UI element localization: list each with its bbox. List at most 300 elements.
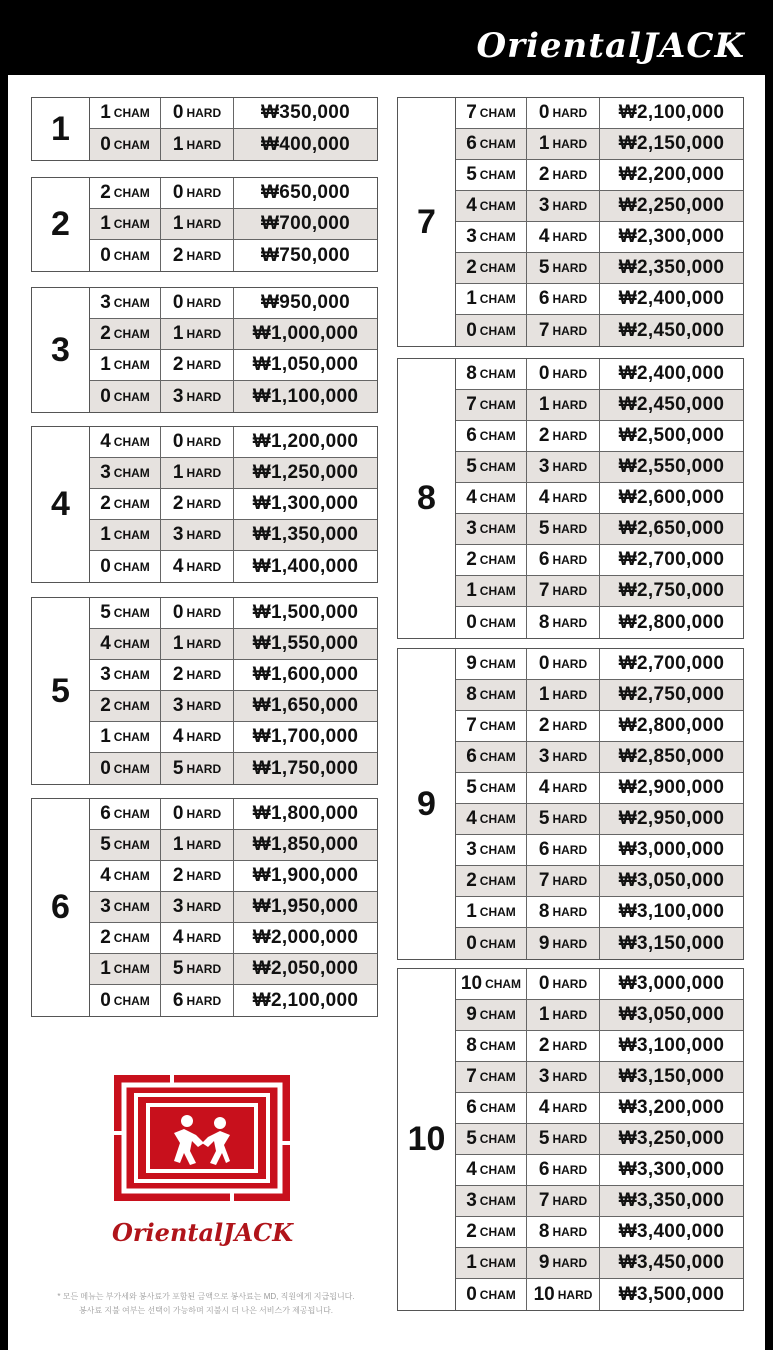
cham-label: CHAM <box>479 323 516 338</box>
hard-count: 6 <box>538 288 550 309</box>
group-rows <box>456 359 743 638</box>
price-row <box>90 350 377 381</box>
hard-label: HARD <box>552 261 588 275</box>
hard-cell <box>161 319 234 349</box>
group-rows <box>90 178 377 271</box>
price-row <box>456 1279 743 1310</box>
cham-count: 2 <box>100 323 111 344</box>
price-cell: ₩2,700,000 <box>618 653 725 674</box>
cham-cell <box>456 773 527 803</box>
cham-cell <box>456 98 527 128</box>
cham-cell <box>456 390 527 420</box>
hard-cell <box>527 359 600 389</box>
price-row <box>456 222 743 253</box>
cham-label: CHAM <box>113 900 150 914</box>
cham-count: 2 <box>100 493 111 514</box>
price-row <box>90 861 377 892</box>
cham-cell <box>456 576 527 606</box>
price-row <box>456 1093 743 1124</box>
cham-cell <box>456 483 527 513</box>
cham-count: 1 <box>100 726 111 747</box>
hard-cell <box>161 458 234 488</box>
group-number: 4 <box>32 427 90 582</box>
cham-count: 0 <box>100 385 111 407</box>
price-cell: ₩2,150,000 <box>618 133 725 154</box>
price-group <box>397 97 744 347</box>
hard-cell <box>161 178 234 208</box>
cham-cell <box>456 607 527 638</box>
cham-cell <box>456 315 527 346</box>
hard-cell <box>527 607 600 638</box>
cham-label: CHAM <box>479 106 516 120</box>
hard-count: 0 <box>538 973 550 994</box>
group-rows <box>90 427 377 582</box>
group-number: 8 <box>398 359 456 638</box>
group-rows <box>456 649 743 959</box>
hard-label: HARD <box>552 936 588 951</box>
hard-label: HARD <box>186 137 222 152</box>
hard-cell <box>527 191 600 221</box>
footnote-line-2: 봉사료 지불 여부는 선택이 가능하며 지불시 더 나은 서비스가 제공됩니다. <box>78 1306 334 1315</box>
hard-cell <box>527 1000 600 1030</box>
hard-count: 0 <box>172 292 184 313</box>
hard-count: 8 <box>538 1221 550 1242</box>
price-row <box>456 742 743 773</box>
price-row <box>456 835 743 866</box>
price-cell: ₩2,650,000 <box>618 518 725 539</box>
hard-count: 9 <box>538 1252 550 1273</box>
cham-cell <box>456 1155 527 1185</box>
hard-count: 3 <box>172 524 184 545</box>
price-cell: ₩2,750,000 <box>618 580 725 601</box>
price-cell: ₩1,200,000 <box>252 431 359 452</box>
cham-count: 1 <box>466 1252 477 1273</box>
hard-count: 1 <box>172 633 184 654</box>
cham-cell <box>456 1124 527 1154</box>
hard-label: HARD <box>552 812 588 826</box>
cham-count: 6 <box>100 803 111 824</box>
cham-cell <box>456 1279 527 1310</box>
hard-cell <box>161 98 234 128</box>
price-row <box>90 178 377 209</box>
price-row <box>90 209 377 240</box>
hard-cell <box>161 381 234 412</box>
group-number: 10 <box>398 969 456 1310</box>
hard-cell <box>527 835 600 865</box>
hard-count: 6 <box>172 989 184 1011</box>
hard-count: 1 <box>538 133 550 154</box>
hard-label: HARD <box>186 931 222 945</box>
hard-count: 6 <box>538 1159 550 1180</box>
hard-cell <box>527 253 600 283</box>
cham-cell <box>90 598 161 628</box>
price-cell: ₩2,950,000 <box>618 808 725 829</box>
price-row <box>456 928 743 959</box>
cham-label: CHAM <box>113 327 150 341</box>
cham-count: 3 <box>100 896 111 917</box>
price-cell: ₩2,250,000 <box>618 195 725 216</box>
hard-label: HARD <box>552 168 588 182</box>
hard-count: 5 <box>172 958 184 979</box>
price-group <box>31 597 378 785</box>
cham-label: CHAM <box>479 230 516 244</box>
hard-label: HARD <box>552 398 588 412</box>
cham-count: 8 <box>466 684 477 705</box>
hard-label: HARD <box>552 1225 588 1239</box>
price-row <box>456 1186 743 1217</box>
cham-cell <box>456 1062 527 1092</box>
cham-label: CHAM <box>479 460 516 474</box>
cham-cell <box>90 892 161 922</box>
cham-label: CHAM <box>479 1008 516 1022</box>
hard-label: HARD <box>552 522 588 536</box>
price-cell: ₩1,500,000 <box>252 602 359 623</box>
cham-count: 4 <box>466 195 477 216</box>
cham-label: CHAM <box>479 522 516 536</box>
cham-count: 1 <box>100 102 111 123</box>
price-cell: ₩1,400,000 <box>252 555 359 577</box>
hard-count: 2 <box>538 164 550 185</box>
hard-count: 4 <box>172 927 184 948</box>
price-cell: ₩3,000,000 <box>618 839 725 860</box>
cham-count: 2 <box>466 257 477 278</box>
group-rows <box>90 288 377 412</box>
price-cell: ₩3,050,000 <box>618 870 725 891</box>
price-row <box>90 520 377 551</box>
hard-count: 2 <box>538 1035 550 1056</box>
price-cell: ₩1,800,000 <box>252 803 359 824</box>
hard-cell <box>161 691 234 721</box>
cham-count: 0 <box>100 133 111 155</box>
cham-cell <box>456 1186 527 1216</box>
hard-cell <box>161 551 234 582</box>
cham-label: CHAM <box>113 838 150 852</box>
cham-cell <box>90 660 161 690</box>
cham-label: CHAM <box>479 1101 516 1115</box>
hard-label: HARD <box>186 106 222 120</box>
group-number: 1 <box>32 98 90 160</box>
cham-cell <box>90 830 161 860</box>
hard-label: HARD <box>557 1287 593 1302</box>
cham-count: 1 <box>100 354 111 375</box>
hard-count: 1 <box>172 213 184 234</box>
group-number: 6 <box>32 799 90 1016</box>
cham-cell <box>456 866 527 896</box>
cham-label: CHAM <box>479 657 516 671</box>
hard-count: 1 <box>172 133 184 155</box>
cham-cell <box>90 985 161 1016</box>
price-row <box>90 288 377 319</box>
price-row <box>90 722 377 753</box>
price-row <box>90 319 377 350</box>
cham-count: 5 <box>100 834 111 855</box>
group-number: 3 <box>32 288 90 412</box>
cham-cell <box>90 799 161 829</box>
hard-cell <box>161 629 234 659</box>
cham-count: 7 <box>466 394 477 415</box>
cham-cell <box>456 514 527 544</box>
hard-cell <box>161 288 234 318</box>
hard-label: HARD <box>186 730 222 744</box>
cham-label: CHAM <box>113 528 150 542</box>
price-row <box>456 711 743 742</box>
cham-cell <box>456 742 527 772</box>
cham-label: CHAM <box>479 843 516 857</box>
cham-label: CHAM <box>479 1287 516 1302</box>
cham-label: CHAM <box>113 807 150 821</box>
brand-logo-bottom: OrientalJACK <box>112 1218 294 1247</box>
price-cell: ₩1,650,000 <box>252 695 359 716</box>
cham-cell <box>90 954 161 984</box>
hard-count: 5 <box>172 757 184 779</box>
hard-cell <box>161 830 234 860</box>
price-row <box>456 1124 743 1155</box>
group-rows <box>90 98 377 160</box>
hard-label: HARD <box>186 869 222 883</box>
price-cell: ₩3,050,000 <box>618 1004 725 1025</box>
price-cell: ₩3,000,000 <box>618 973 725 994</box>
cham-cell <box>90 178 161 208</box>
cham-label: CHAM <box>479 137 516 151</box>
hard-count: 1 <box>172 462 184 483</box>
hard-label: HARD <box>552 553 588 567</box>
group-rows <box>456 969 743 1310</box>
group-number: 7 <box>398 98 456 346</box>
price-row <box>456 253 743 284</box>
hard-cell <box>161 427 234 457</box>
hard-cell <box>527 1124 600 1154</box>
hard-label: HARD <box>186 435 222 449</box>
hard-label: HARD <box>186 606 222 620</box>
cham-cell <box>90 520 161 550</box>
price-cell: ₩3,150,000 <box>618 1066 725 1087</box>
price-cell: ₩2,800,000 <box>618 611 725 633</box>
cham-count: 6 <box>466 425 477 446</box>
hard-label: HARD <box>552 230 588 244</box>
cham-count: 4 <box>466 1159 477 1180</box>
price-cell: ₩1,350,000 <box>252 524 359 545</box>
cham-count: 3 <box>100 664 111 685</box>
hard-label: HARD <box>186 217 222 231</box>
cham-count: 0 <box>100 555 111 577</box>
hard-count: 3 <box>172 896 184 917</box>
hard-count: 6 <box>538 839 550 860</box>
cham-count: 0 <box>100 989 111 1011</box>
cham-label: CHAM <box>479 553 516 567</box>
cham-label: CHAM <box>479 874 516 888</box>
hard-label: HARD <box>186 838 222 852</box>
cham-label: CHAM <box>485 977 522 991</box>
hard-label: HARD <box>552 1070 588 1084</box>
cham-cell <box>456 359 527 389</box>
price-cell: ₩2,450,000 <box>618 394 725 415</box>
cham-cell <box>90 722 161 752</box>
hard-label: HARD <box>552 719 588 733</box>
price-cell: ₩2,900,000 <box>618 777 725 798</box>
hard-label: HARD <box>186 466 222 480</box>
hard-count: 2 <box>172 493 184 514</box>
price-row <box>90 489 377 520</box>
hard-label: HARD <box>552 106 588 120</box>
hard-count: 6 <box>538 549 550 570</box>
cham-count: 6 <box>466 746 477 767</box>
cham-label: CHAM <box>479 1070 516 1084</box>
price-row <box>456 680 743 711</box>
cham-count: 0 <box>100 757 111 779</box>
price-group <box>31 177 378 272</box>
hard-count: 5 <box>538 1128 550 1149</box>
hard-count: 4 <box>538 226 550 247</box>
hard-cell <box>161 489 234 519</box>
price-group <box>397 648 744 960</box>
hard-label: HARD <box>552 429 588 443</box>
cham-label: CHAM <box>113 637 150 651</box>
cham-cell <box>90 489 161 519</box>
cham-label: CHAM <box>113 358 150 372</box>
cham-cell <box>90 629 161 659</box>
price-cell: ₩2,350,000 <box>618 257 725 278</box>
price-row <box>90 799 377 830</box>
price-row <box>456 1062 743 1093</box>
cham-label: CHAM <box>113 497 150 511</box>
hard-cell <box>527 129 600 159</box>
price-row <box>456 452 743 483</box>
price-cell: ₩2,200,000 <box>618 164 725 185</box>
cham-count: 0 <box>466 611 477 633</box>
price-row <box>90 985 377 1016</box>
hard-count: 4 <box>538 487 550 508</box>
hard-label: HARD <box>186 993 222 1008</box>
hard-label: HARD <box>186 637 222 651</box>
hard-cell <box>527 1031 600 1061</box>
cham-cell <box>456 897 527 927</box>
hard-cell <box>161 954 234 984</box>
brand-logo-top: OrientalJACK <box>476 26 745 66</box>
group-rows <box>456 98 743 346</box>
hard-count: 0 <box>172 431 184 452</box>
hard-label: HARD <box>552 1163 588 1177</box>
price-cell: ₩1,300,000 <box>252 493 359 514</box>
cham-label: CHAM <box>479 168 516 182</box>
price-cell: ₩2,300,000 <box>618 226 725 247</box>
cham-cell <box>90 427 161 457</box>
price-cell: ₩2,400,000 <box>618 363 725 384</box>
cham-label: CHAM <box>113 559 150 574</box>
hard-count: 3 <box>172 385 184 407</box>
hard-cell <box>161 660 234 690</box>
hard-count: 4 <box>172 726 184 747</box>
hard-cell <box>527 222 600 252</box>
hard-cell <box>527 483 600 513</box>
price-row <box>90 98 377 129</box>
price-cell: ₩1,100,000 <box>252 385 359 407</box>
hard-count: 0 <box>172 803 184 824</box>
hard-count: 10 <box>533 1283 555 1305</box>
hard-cell <box>527 1093 600 1123</box>
cham-label: CHAM <box>113 466 150 480</box>
hard-cell <box>527 649 600 679</box>
cham-label: CHAM <box>479 1163 516 1177</box>
hard-label: HARD <box>552 750 588 764</box>
price-cell: ₩2,400,000 <box>618 288 725 309</box>
price-cell: ₩3,300,000 <box>618 1159 725 1180</box>
hard-cell <box>527 1217 600 1247</box>
hard-cell <box>161 209 234 239</box>
price-row <box>90 427 377 458</box>
cham-label: CHAM <box>479 812 516 826</box>
cham-label: CHAM <box>113 106 150 120</box>
price-cell: ₩3,200,000 <box>618 1097 725 1118</box>
cham-cell <box>456 969 527 999</box>
cham-count: 7 <box>466 1066 477 1087</box>
hard-count: 5 <box>538 518 550 539</box>
cham-count: 5 <box>466 456 477 477</box>
hard-label: HARD <box>552 843 588 857</box>
price-row <box>90 830 377 861</box>
hard-cell <box>527 969 600 999</box>
hard-cell <box>161 985 234 1016</box>
cham-label: CHAM <box>113 962 150 976</box>
cham-count: 3 <box>466 226 477 247</box>
cham-cell <box>90 381 161 412</box>
hard-count: 0 <box>538 363 550 384</box>
price-row <box>456 1248 743 1279</box>
hard-count: 3 <box>538 456 550 477</box>
cham-count: 1 <box>100 213 111 234</box>
hard-label: HARD <box>552 1194 588 1208</box>
price-row <box>456 969 743 1000</box>
cham-label: CHAM <box>113 730 150 744</box>
price-cell: ₩1,050,000 <box>252 354 359 375</box>
hard-label: HARD <box>552 874 588 888</box>
price-row <box>456 390 743 421</box>
cham-cell <box>456 649 527 679</box>
cham-cell <box>456 1248 527 1278</box>
cham-count: 10 <box>460 973 483 994</box>
cham-count: 1 <box>466 288 477 309</box>
cham-label: CHAM <box>113 931 150 945</box>
cham-label: CHAM <box>113 761 150 776</box>
hard-cell <box>527 1186 600 1216</box>
price-cell: ₩1,600,000 <box>252 664 359 685</box>
hard-cell <box>161 520 234 550</box>
hard-label: HARD <box>552 292 588 306</box>
price-row <box>456 483 743 514</box>
cham-count: 1 <box>100 524 111 545</box>
price-cell: ₩2,050,000 <box>252 958 359 979</box>
cham-cell <box>456 1031 527 1061</box>
cham-count: 3 <box>100 292 111 313</box>
hard-label: HARD <box>552 199 588 213</box>
hard-cell <box>527 421 600 451</box>
price-row <box>456 773 743 804</box>
cham-label: CHAM <box>479 398 516 412</box>
hard-count: 7 <box>538 319 550 341</box>
hard-cell <box>527 680 600 710</box>
cham-label: CHAM <box>113 186 150 200</box>
cham-count: 1 <box>100 958 111 979</box>
price-row <box>456 649 743 680</box>
cham-label: CHAM <box>479 1225 516 1239</box>
hard-cell <box>527 804 600 834</box>
hard-count: 7 <box>538 1190 550 1211</box>
hard-count: 3 <box>172 695 184 716</box>
hard-label: HARD <box>186 186 222 200</box>
price-row <box>456 160 743 191</box>
hard-label: HARD <box>552 1256 588 1270</box>
hard-cell <box>527 315 600 346</box>
price-row <box>90 129 377 160</box>
